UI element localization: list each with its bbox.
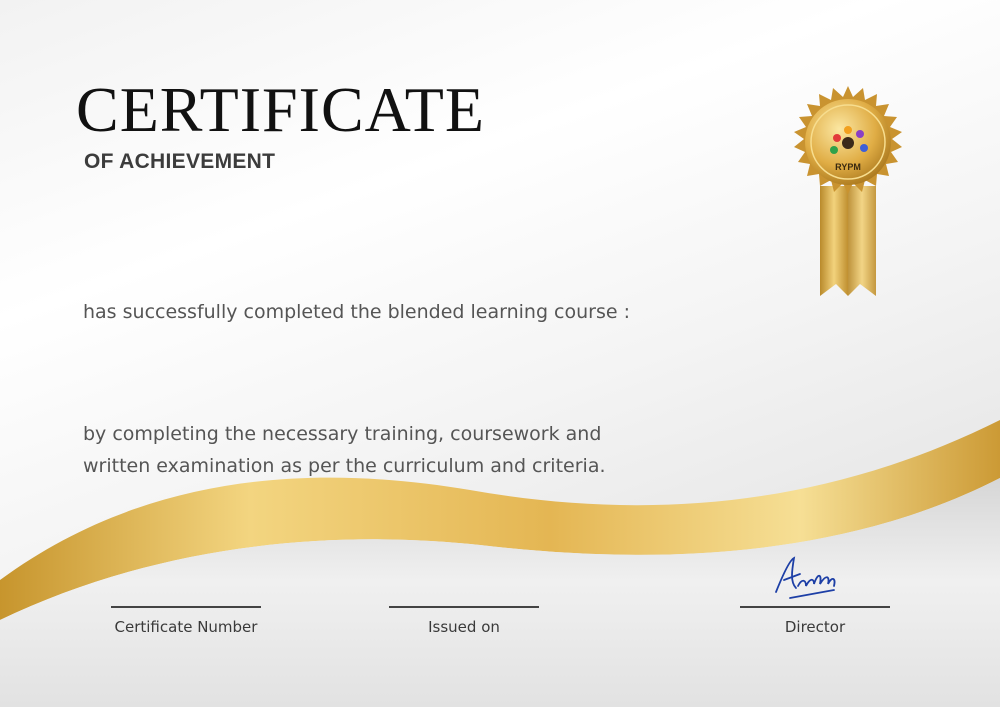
issued-on-block bbox=[389, 606, 539, 636]
gold-rosette-seal-icon bbox=[780, 86, 916, 300]
director-label: Director bbox=[784, 618, 846, 636]
issued-on-label: Issued on bbox=[428, 618, 500, 636]
seal-logo-text: RYPM bbox=[835, 162, 861, 172]
criteria-statement bbox=[83, 418, 606, 482]
issued-on-line bbox=[389, 606, 539, 608]
criteria-line-2: written examination as per the curriculum and criteria. bbox=[83, 455, 606, 477]
criteria-line-1: by completing the necessary training, coursework and bbox=[83, 423, 602, 445]
certificate-number-block bbox=[111, 606, 261, 636]
completion-statement: has successfully completed the blended learning course : bbox=[83, 301, 631, 323]
certificate-title: CERTIFICATE bbox=[76, 74, 485, 145]
certificate-subtitle: OF ACHIEVEMENT bbox=[84, 150, 276, 173]
director-block bbox=[740, 606, 890, 636]
certificate-number-line bbox=[111, 606, 261, 608]
director-signature bbox=[770, 552, 850, 604]
director-line bbox=[740, 606, 890, 608]
certificate-number-label: Certificate Number bbox=[114, 618, 258, 636]
